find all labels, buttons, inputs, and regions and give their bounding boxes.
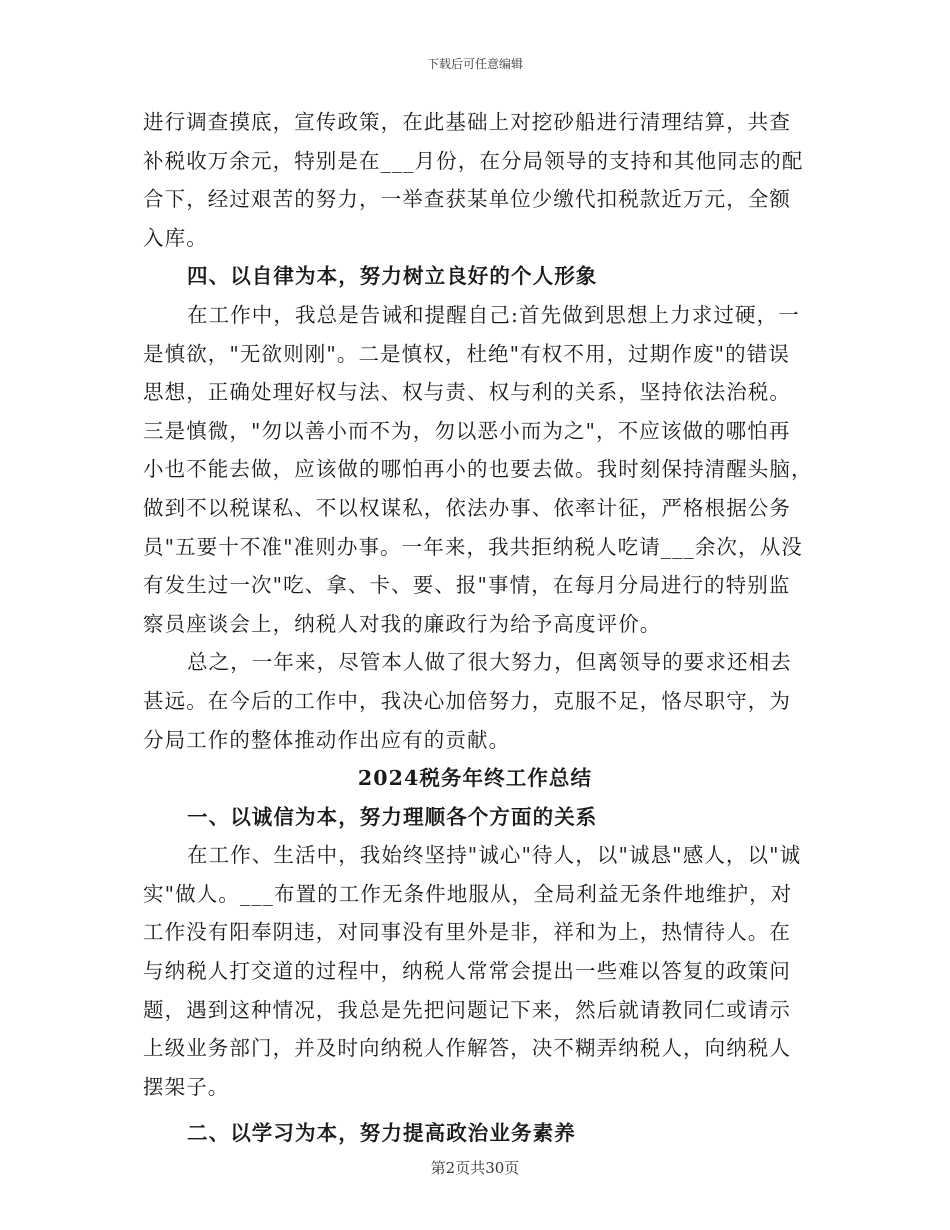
text-line: 摆架子。 bbox=[143, 1074, 230, 1099]
text-line: 题，遇到这种情况，我总是先把问题记下来，然后就请教同仁或请示 bbox=[143, 997, 791, 1022]
text-line: 员"五要十不准"准则办事。一年来，我共拒纳税人吃请___余次，从没 bbox=[143, 534, 803, 559]
section-heading: 四、以自律为本，努力树立良好的个人形象 bbox=[187, 264, 598, 289]
document-title: 2024税务年终工作总结 bbox=[357, 766, 593, 791]
text-line: 是慎欲，"无欲则刚"。二是慎权，杜绝"有权不用，过期作废"的错误 bbox=[143, 341, 790, 366]
section-heading: 二、以学习为本，努力提高政治业务素养 bbox=[187, 1121, 576, 1146]
text-line: 有发生过一次"吃、拿、卡、要、报"事情，在每月分局进行的特别监 bbox=[143, 573, 791, 598]
page-header-note: 下载后可任意编辑 bbox=[426, 57, 523, 71]
text-line: 三是慎微，"勿以善小而不为，勿以恶小而为之"，不应该做的哪怕再 bbox=[143, 418, 791, 443]
text-line: 入库。 bbox=[143, 225, 208, 250]
text-line: 工作没有阳奉阴违，对同事没有里外是非，祥和为上，热情待人。在 bbox=[143, 920, 791, 945]
text-line: 总之，一年来，尽管本人做了很大努力，但离领导的要求还相去 bbox=[187, 650, 792, 675]
text-line: 小也不能去做，应该做的哪怕再小的也要去做。我时刻保持清醒头脑， bbox=[143, 457, 813, 482]
document-body bbox=[143, 103, 813, 1153]
text-line: 思想，正确处理好权与法、权与责、权与利的关系，坚持依法治税。 bbox=[143, 380, 791, 405]
text-line: 在工作中，我总是告诫和提醒自己:首先做到思想上力求过硬，一 bbox=[187, 302, 800, 327]
section-heading: 一、以诚信为本，努力理顺各个方面的关系 bbox=[187, 804, 598, 829]
text-line: 做到不以税谋私、不以权谋私，依法办事、依率计征，严格根据公务 bbox=[143, 495, 791, 520]
text-line: 分局工作的整体推动作出应有的贡献。 bbox=[143, 727, 511, 752]
text-line: 补税收万余元，特别是在___月份，在分局领导的支持和其他同志的配 bbox=[143, 148, 804, 173]
text-line: 在工作、生活中，我始终坚持"诚心"待人，以"诚恳"感人，以"诚 bbox=[187, 843, 802, 868]
text-line: 进行调查摸底，宣传政策，在此基础上对挖砂船进行清理结算，共查 bbox=[143, 110, 791, 134]
text-line: 合下，经过艰苦的努力，一举查获某单位少缴代扣税款近万元，全额 bbox=[143, 187, 791, 212]
text-line: 与纳税人打交道的过程中，纳税人常常会提出一些难以答复的政策问 bbox=[143, 959, 791, 984]
text-line: 察员座谈会上，纳税人对我的廉政行为给予高度评价。 bbox=[143, 611, 662, 636]
text-line: 实"做人。___布置的工作无条件地服从，全局利益无条件地维护，对 bbox=[143, 881, 793, 906]
text-line: 上级业务部门，并及时向纳税人作解答，决不糊弄纳税人，向纳税人 bbox=[143, 1036, 791, 1061]
page-footer: 第2页共30页 bbox=[430, 1159, 520, 1177]
text-line: 甚远。在今后的工作中，我决心加倍努力，克服不足，恪尽职守，为 bbox=[143, 688, 791, 713]
